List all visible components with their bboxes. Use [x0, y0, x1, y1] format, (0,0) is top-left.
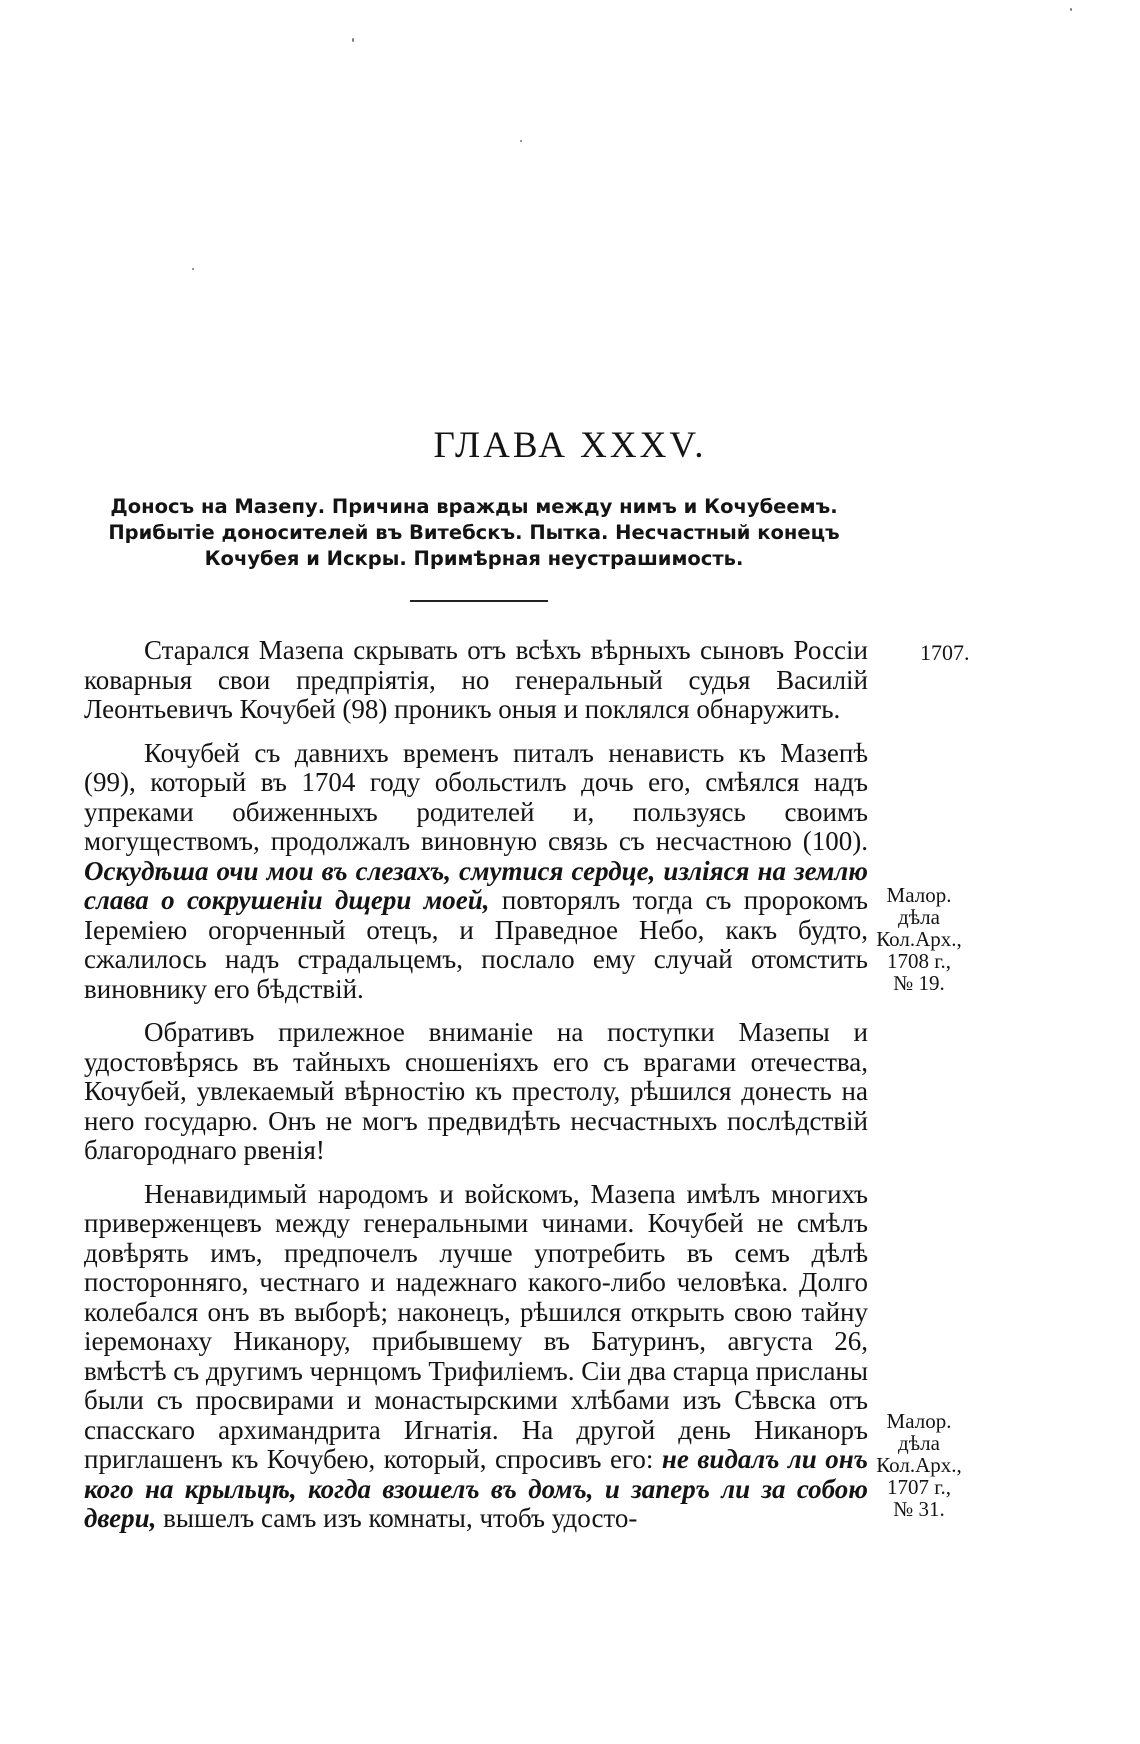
margin-reference-2 [866, 1410, 972, 1520]
print-speck [192, 268, 194, 270]
margin-reference-1 [866, 884, 972, 994]
chapter-body [84, 636, 868, 1548]
print-speck [352, 38, 354, 42]
paragraph-4 [84, 1180, 868, 1534]
section-divider [410, 600, 548, 602]
chapter-summary: Доносъ на Мазепу. Причина вражды между нимъ и Кочубеемъ. Прибытіе доносителей въ Витебскъ. Пытка. Несчастный конецъ Кочубея и Искры. Примѣрная неустрашимость. [108, 495, 840, 570]
paragraph-2-text: Кочубей съ давнихъ временъ питалъ ненависть къ Мазепѣ (99), который въ 1704 году обольстилъ дочь его, смѣялся надъ упреками обиженныхъ родителей и, пользуясь своимъ могуществомъ, продолжалъ виновную связь съ несчастною (100). [84, 737, 868, 856]
dialogue-quote: не видалъ ли онъ кого на крыльцѣ, когда взошелъ въ домъ, и заперъ ли за собою двери, [84, 1444, 869, 1533]
margin-reference-line: дѣла [898, 905, 940, 929]
chapter-title: ГЛАВА XXXV. [433, 425, 707, 466]
paragraph-3: Обративъ прилежное вниманіе на поступки Мазепы и удостовѣрясь въ тайныхъ сношеніяхъ его съ врагами отечества, Кочубей, увлекаемый вѣрностію къ престолу, рѣшился донесть на него государю. Онъ не могъ предвидѣть несчастныхъ послѣдствій благороднаго рвенія! [84, 1017, 868, 1165]
margin-reference-line: Малор. [886, 883, 952, 907]
paragraph-1: Старался Мазепа скрывать отъ всѣхъ вѣрныхъ сыновъ Россіи коварныя свои предпріятія, но генеральный судья Василій Леонтьевичъ Кочубей (98) проникъ оныя и поклялся обнаружить. [84, 635, 868, 724]
margin-reference-line: 1707 г., [887, 1475, 951, 1499]
margin-reference-line: Малор. [886, 1409, 952, 1433]
margin-reference-line: Кол.Арх., [876, 1453, 962, 1477]
paragraph-4-text: Ненавидимый народомъ и войскомъ, Мазепа имѣлъ многихъ приверженцевъ между генеральными чинами. Кочубей не смѣлъ довѣрять имъ, предпочелъ лучше употребить въ семъ дѣлѣ посторонняго, честнаго и надежнаго какого-либо человѣка. Долго колебался онъ въ выборѣ; наконецъ, рѣшился открыть свою тайну іеремонаху Никанору, прибывшему въ Батуринъ, августа 26, вмѣстѣ съ другимъ чернцомъ Трифиліемъ. Сіи два старца присланы были съ просвирами и монастырскими хлѣбами изъ Сѣвска отъ спасскаго архимандрита Игнатія. На другой день Никаноръ приглашенъ къ Кочубею, который, спросивъ его: [84, 1178, 869, 1474]
margin-reference-line: 1708 г., [887, 949, 951, 973]
margin-year: 1707. [920, 640, 970, 665]
paragraph-2-text-cont: повторялъ тогда съ пророкомъ Іереміею огорченный отецъ, и Праведное Небо, какъ будто, сжалилось надъ страдальцемъ, послало ему случай отомстить виновнику его бѣдствій. [84, 885, 868, 1004]
margin-reference-line: Кол.Арх., [876, 927, 962, 951]
margin-reference-line: № 31. [893, 1497, 945, 1521]
print-speck [1070, 8, 1072, 11]
margin-reference-line: № 19. [893, 971, 945, 995]
paragraph-2 [84, 739, 868, 1005]
paragraph-4-text-cont: вышелъ самъ изъ комнаты, чтобъ удосто- [163, 1503, 638, 1533]
print-speck [520, 140, 522, 142]
scripture-quote: Оскудѣша очи мои въ слезахъ, смутися сердце, изліяся на землю слава о сокрушеніи дщери моей, [84, 855, 868, 915]
margin-reference-line: дѣла [898, 1431, 940, 1455]
